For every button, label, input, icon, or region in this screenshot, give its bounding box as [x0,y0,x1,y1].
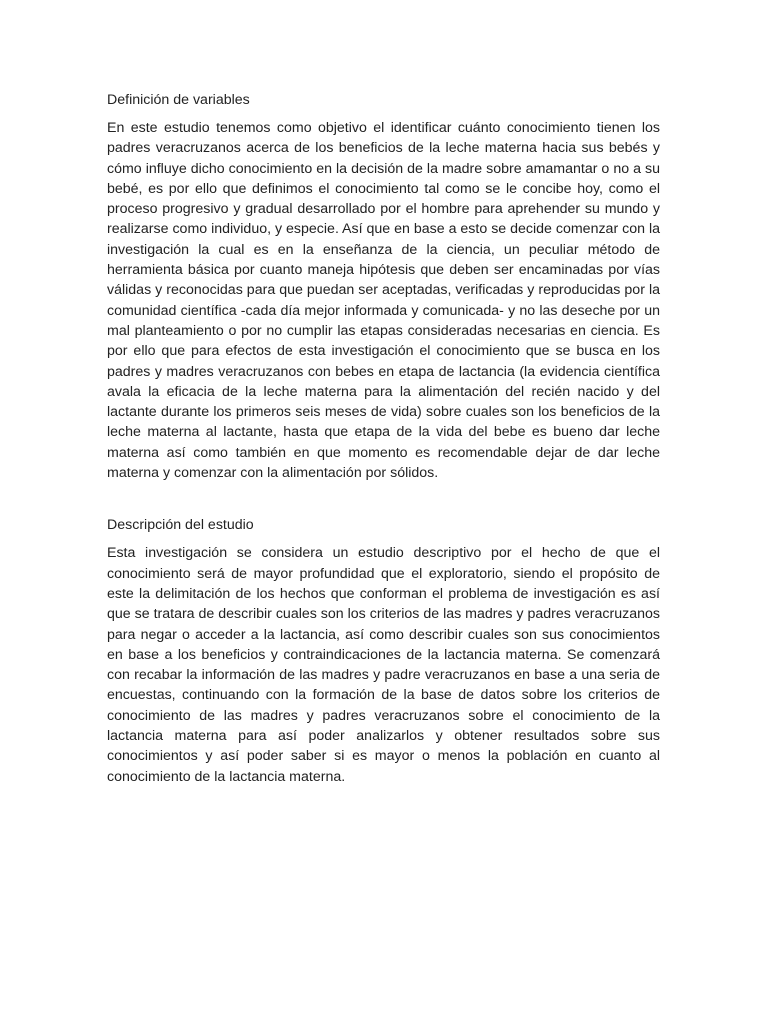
section-definicion-variables [107,90,660,483]
section-heading: Descripción del estudio [107,517,254,534]
document-content [107,90,660,787]
section-heading: Definición de variables [107,92,250,108]
section-paragraph: En este estudio tenemos como objetivo el identificar cuánto conocimiento tienen los padres veracruzanos acerca de los beneficios de la leche materna hacia sus bebés y cómo influye dicho conocimiento en la decisión de la madre sobre amamantar o no a su bebé, es por ello que definimos el conocimiento tal como se le concibe hoy, como el proceso progresivo y gradual desarrollado por el hombre para aprehender su mundo y realizarse como individuo, y especie. Así que en base a esto se decide comenzar con la investigación la cual es en la enseñanza de la ciencia, un peculiar método de herramienta básica por cuanto maneja hipótesis que deben ser encaminadas por vías válidas y reconocidas para que puedan ser aceptadas, verificadas y reproducidas por la comunidad científica -cada día mejor informada y comunicada- y no las deseche por un mal planteamiento o por no cumplir las etapas consideradas necesarias en ciencia. Es por ello que para efectos de esta investigación el conocimiento que se busca en los padres y madres veracruzanos con bebes en etapa de lactancia (la evidencia científica avala la eficacia de la leche materna para la alimentación del recién nacido y del lactante durante los primeros seis meses de vida) sobre cuales son los beneficios de la leche materna al lactante, hasta que etapa de la vida del bebe es bueno dar leche materna así como también en que momento es recomendable dejar de dar leche materna y comenzar con la alimentación por sólidos. [107,120,660,482]
section-spacer [107,483,660,515]
section-descripcion-estudio [107,515,660,787]
section-paragraph: Esta investigación se considera un estudio descriptivo por el hecho de que el conocimiento será de mayor profundidad que el exploratorio, siendo el propósito de este la delimitación de los hechos que conforman el problema de investigación es así que se tratara de describir cuales son los criterios de las madres y padres veracruzanos para negar o acceder a la lactancia, así como describir cuales son sus conocimientos en base a los beneficios y contraindicaciones de la lactancia materna. Se comenzará con recabar la información de las madres y padre veracruzanos en base a una seria de encuestas, continuando con la formación de la base de datos sobre los criterios de conocimiento de las madres y padres veracruzanos sobre el conocimiento de la lactancia materna para así poder analizarlos y obtener resultados sobre sus conocimientos y así poder saber si es mayor o menos la población en cuanto al conocimiento de la lactancia materna. [107,545,660,785]
